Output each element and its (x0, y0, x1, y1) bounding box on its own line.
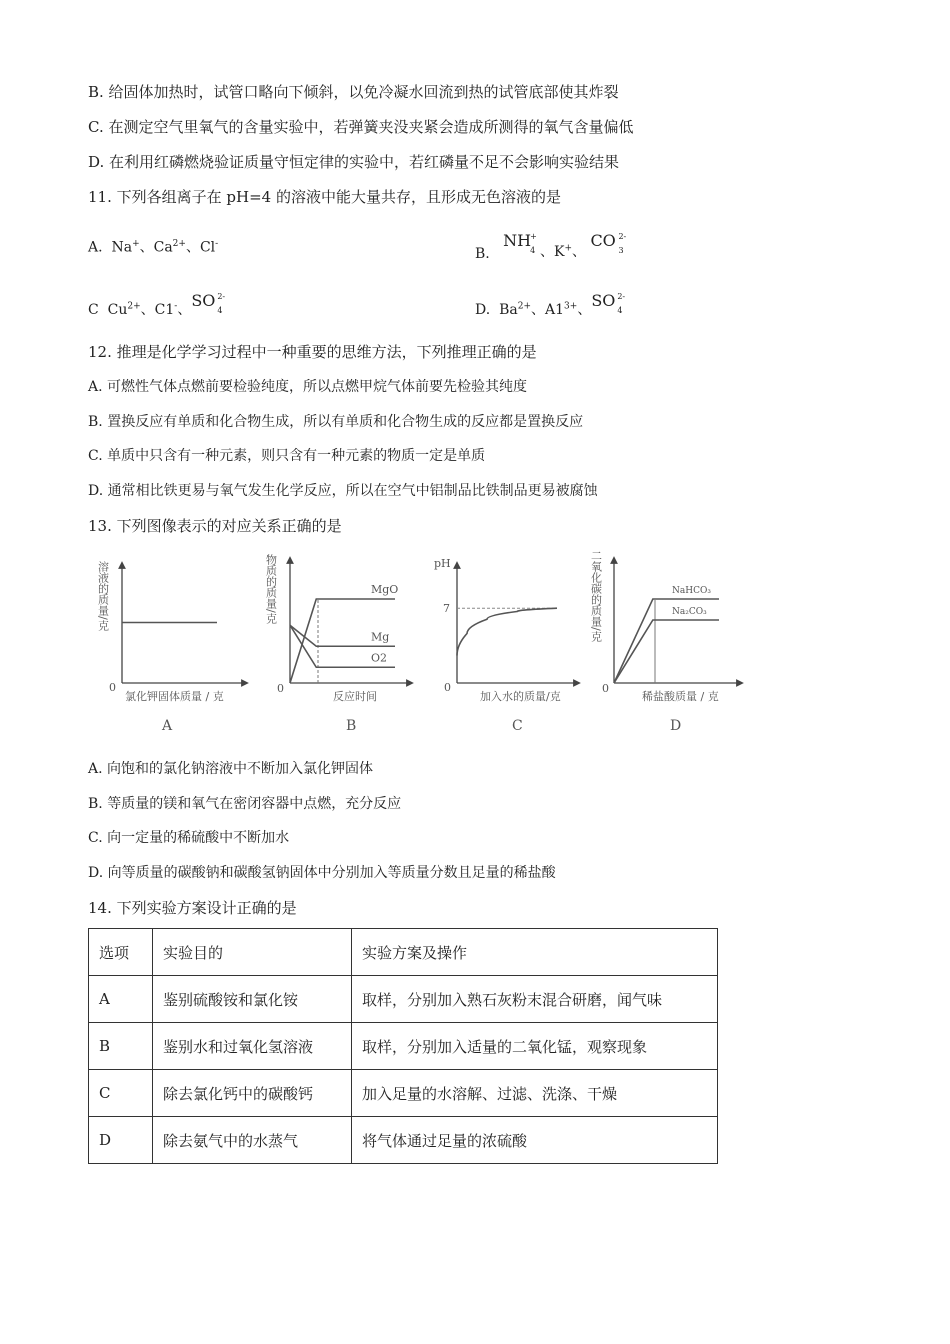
chart-b-origin: 0 (277, 682, 284, 695)
chart-series-label: O2 (371, 651, 388, 665)
chart-b-panel-label: B (346, 718, 357, 734)
chart-c-xlabel: 加入水的质量/克 (480, 690, 561, 703)
table-cell: 将气体通过足量的浓硫酸 (352, 1117, 718, 1164)
chart-c (432, 555, 592, 739)
q13-option-b: B. 等质量的镁和氧气在密闭容器中点燃，充分反应 (88, 796, 402, 812)
q11-option-b-letter: B. (475, 245, 490, 262)
chart-c-ylabel: pH (434, 557, 451, 570)
table-row (89, 1117, 718, 1164)
q11-option-a-letter: A. (88, 239, 103, 256)
chart-a-origin: 0 (109, 681, 116, 694)
q13-option-c: C. 向一定量的稀硫酸中不断加水 (88, 830, 290, 846)
chart-b-ylabel: 物质的质量/克 (264, 554, 278, 624)
chart-d-panel-label: D (670, 718, 682, 734)
table-cell: 鉴别硫酸铵和氯化铵 (153, 976, 352, 1023)
chart-d-svg (589, 550, 752, 735)
q12-option-b: B. 置换反应有单质和化合物生成，所以有单质和化合物生成的反应都是置换反应 (88, 414, 584, 430)
q12-stem: 12. 推理是化学学习过程中一种重要的思维方法，下列推理正确的是 (88, 343, 537, 361)
chart-series-label: NaHCO₃ (672, 586, 711, 596)
chart-c-svg (432, 555, 592, 735)
table-cell: 除去氯化钙中的碳酸钙 (153, 1070, 352, 1117)
table-header-cell: 实验目的 (153, 929, 352, 976)
chart-b (265, 550, 425, 739)
chart-a (95, 555, 255, 739)
chart-b-svg (265, 550, 425, 735)
table-row (89, 1070, 718, 1117)
table-header-cell: 实验方案及操作 (352, 929, 718, 976)
table-row (89, 976, 718, 1023)
chart-a-xlabel: 氯化钾固体质量 / 克 (125, 690, 224, 703)
table-cell: A (89, 976, 153, 1023)
q12-option-c: C. 单质中只含有一种元素，则只含有一种元素的物质一定是单质 (88, 448, 486, 464)
table-cell: 除去氨气中的水蒸气 (153, 1117, 352, 1164)
chart-series-label: Na₂CO₃ (672, 607, 707, 617)
table-header-cell: 选项 (89, 929, 153, 976)
chart-series-line (614, 620, 719, 683)
q11-option-d: D. $Ba^{2+}$、$A1^{3+}$、SO 2- 4 (475, 290, 626, 318)
q10-option-d: D. 在利用红磷燃烧验证质量守恒定律的实验中，若红磷量不足不会影响实验结果 (88, 153, 620, 171)
q11-option-c-letter: C (88, 301, 99, 318)
chart-d-origin: 0 (602, 682, 609, 695)
chart-a-ylabel: 溶液的质量/克 (96, 561, 110, 631)
chart-d-xlabel: 稀盐酸质量 / 克 (642, 690, 719, 703)
q12-option-d: D. 通常相比铁更易与氧气发生化学反应，所以在空气中铝制品比铁制品更易被腐蚀 (88, 483, 598, 499)
chart-d-ylabel: 二氧化碳的质量/克 (589, 550, 603, 642)
q11-option-a: A. Na+、$Ca^{2+}$、Cl- (88, 239, 219, 256)
table-cell: B (89, 1023, 153, 1070)
chart-b-xlabel: 反应时间 (333, 690, 377, 703)
table-cell: 取样，分别加入适量的二氧化锰，观察现象 (352, 1023, 718, 1070)
table-cell: D (89, 1117, 153, 1164)
q14-stem: 14. 下列实验方案设计正确的是 (88, 899, 297, 917)
q14-table (88, 928, 718, 1164)
q11-option-b: B. NH + 4 、K+、 CO 2- 3 (475, 230, 627, 262)
table-cell: 取样，分别加入熟石灰粉末混合研磨，闻气味 (352, 976, 718, 1023)
q11-option-c: C $Cu^{2+}$、C1-、SO 2- 4 (88, 290, 226, 318)
chart-c-reference-label: 7 (443, 602, 450, 616)
chart-series-label: MgO (371, 583, 399, 596)
q10-option-c: C. 在测定空气里氧气的含量实验中，若弹簧夹没夹紧会造成所测得的氧气含量偏低 (88, 118, 634, 136)
q13-stem: 13. 下列图像表示的对应关系正确的是 (88, 517, 342, 535)
table-cell: C (89, 1070, 153, 1117)
chart-d (589, 550, 752, 739)
chart-c-panel-label: C (512, 718, 523, 734)
q12-option-a: A. 可燃性气体点燃前要检验纯度，所以点燃甲烷气体前要先检验其纯度 (88, 379, 528, 395)
table-row (89, 1023, 718, 1070)
chart-a-svg (95, 555, 255, 735)
chart-series-line (457, 608, 557, 655)
chart-series-label: Mg (371, 630, 390, 644)
q10-option-b: B. 给固体加热时，试管口略向下倾斜，以免冷凝水回流到热的试管底部使其炸裂 (88, 83, 619, 101)
table-header-row (89, 929, 718, 976)
table-cell: 加入足量的水溶解、过滤、洗涤、干燥 (352, 1070, 718, 1117)
q11-option-d-letter: D. (475, 301, 491, 318)
q13-option-d: D. 向等质量的碳酸钠和碳酸氢钠固体中分别加入等质量分数且足量的稀盐酸 (88, 865, 556, 881)
table-cell: 鉴别水和过氧化氢溶液 (153, 1023, 352, 1070)
q13-option-a: A. 向饱和的氯化钠溶液中不断加入氯化钾固体 (88, 761, 374, 777)
chart-a-panel-label: A (162, 718, 173, 734)
q11-stem: 11. 下列各组离子在 pH=4 的溶液中能大量共存，且形成无色溶液的是 (88, 188, 561, 206)
chart-c-origin: 0 (444, 681, 451, 694)
